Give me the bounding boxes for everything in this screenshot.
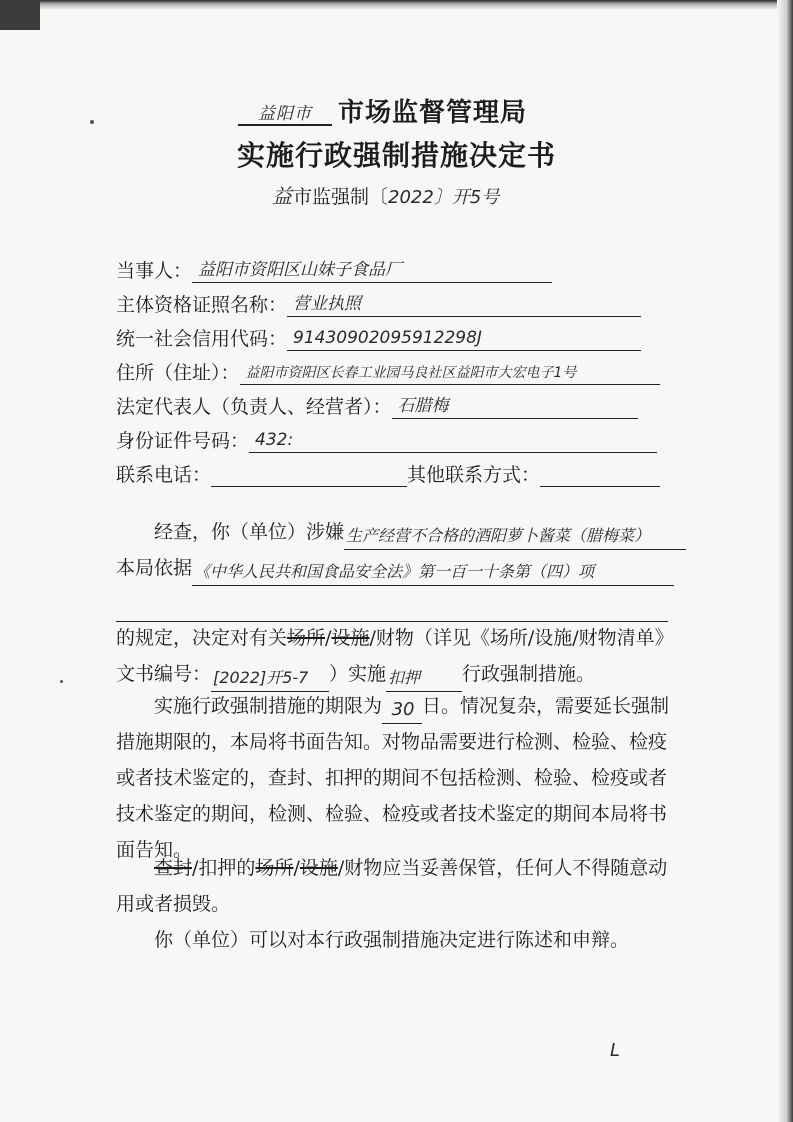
- phone-label: 联系电话：: [116, 464, 212, 486]
- list-no-value: [2022]开5-7: [213, 668, 309, 687]
- decision-text-a: 的规定，决定对有关: [116, 627, 288, 649]
- custody-place-struck: 场所: [255, 857, 294, 879]
- address-label: 住所（住址）：: [116, 362, 240, 384]
- days-line: [382, 695, 422, 724]
- violation-line: [344, 521, 686, 550]
- credit-line: [287, 324, 641, 351]
- rep-line: [392, 392, 638, 419]
- field-phone: [116, 460, 660, 487]
- phone-line: [211, 460, 407, 487]
- doc-number: [272, 180, 499, 209]
- decision-text-c: ）实施: [329, 663, 387, 685]
- license-label: 主体资格证照名称：: [116, 294, 288, 316]
- paragraph-custody: [116, 850, 676, 922]
- measure-value: 扣押: [388, 668, 421, 687]
- doc-no-printed: 市监强制〔: [293, 186, 389, 208]
- findings-intro: 经查，你（单位）涉嫌: [154, 521, 345, 543]
- rep-value: 石腊梅: [397, 396, 449, 416]
- agency-title: [238, 92, 527, 129]
- credit-value: 91430902095912298J: [293, 328, 482, 348]
- rights-text: 你（单位）可以对本行政强制措施决定进行陈述和申辩。: [154, 929, 630, 951]
- doc-title: 实施行政强制措施决定书: [236, 139, 556, 172]
- other-contact-line: [540, 460, 660, 487]
- scan-corner: [0, 0, 40, 30]
- basis-line: [192, 557, 674, 586]
- paragraph-period: [116, 688, 676, 868]
- decision-slash: /: [325, 627, 332, 649]
- party-value: 益阳市资阳区山妹子食品厂: [198, 260, 403, 280]
- field-representative: [116, 392, 638, 419]
- decision-text-b: /财物（详见《场所/设施/财物清单》文书编号：: [116, 627, 674, 685]
- city-handwritten: 益阳市: [238, 99, 332, 126]
- custody-rest: /财物应当妥善保管，任何人不得随意动用或者损毁。: [116, 857, 668, 915]
- custody-slash1: /扣押的: [192, 857, 256, 879]
- days-value: 30: [391, 699, 415, 720]
- party-label: 当事人：: [116, 260, 193, 282]
- scan-edge-top: [0, 0, 793, 10]
- basis-value: 《中华人民共和国食品安全法》第一百一十条第（四）项: [194, 562, 595, 581]
- rep-label: 法定代表人（负责人、经营者）：: [116, 396, 392, 418]
- id-value: 432:: [255, 430, 294, 450]
- id-label: 身份证件号码：: [116, 430, 250, 452]
- field-license: [116, 290, 641, 317]
- custody-seal-struck: 查封: [154, 857, 193, 879]
- license-value: 营业执照: [293, 294, 362, 314]
- decision-text-d: 行政强制措施。: [462, 663, 596, 685]
- id-line: [249, 426, 657, 453]
- other-contact-label: 其他联系方式：: [407, 464, 541, 486]
- basis-label: 本局依据: [116, 557, 193, 579]
- custody-slash2: /: [293, 857, 300, 879]
- period-text-b: 日。情况复杂，需要延长强制措施期限的，本局将书面告知。对物品需要进行检测、检验、检疫或者技术鉴定的，查封、扣押的期间不包括检测、检验、检疫或者技术鉴定的期间，检测、检验、检疫或者技术鉴定的期间本局将书面告知。: [116, 695, 670, 861]
- license-line: [287, 290, 641, 317]
- doc-no-hand: 2022〕开5号: [388, 187, 500, 208]
- paragraph-findings: [116, 514, 676, 622]
- decision-facility-struck: 设施: [331, 627, 370, 649]
- decision-place-struck: 场所: [287, 627, 326, 649]
- custody-facility-struck: 设施: [299, 857, 338, 879]
- paragraph-rights: [116, 922, 676, 958]
- address-line: [240, 358, 660, 385]
- agency-suffix: 市场监督管理局: [338, 98, 528, 128]
- corner-mark: L: [610, 1040, 621, 1061]
- paragraph-decision: [116, 620, 676, 692]
- blank-line: [116, 593, 668, 622]
- period-text-a: 实施行政强制措施的期限为: [154, 695, 383, 717]
- party-line: [192, 256, 552, 283]
- address-value: 益阳市资阳区长春工业园马良社区益阳市大宏电子1号: [245, 365, 577, 381]
- credit-label: 统一社会信用代码：: [116, 328, 288, 350]
- field-party: [116, 256, 552, 283]
- scan-speck: [90, 120, 94, 124]
- field-credit-code: [116, 324, 641, 351]
- scan-speck: [60, 680, 63, 683]
- field-address: [116, 358, 660, 385]
- doc-no-prefix: 益: [272, 184, 292, 208]
- violation-value: 生产经营不合格的酒阳萝卜酱菜（腊梅菜）: [346, 526, 651, 545]
- field-id-number: [116, 426, 657, 453]
